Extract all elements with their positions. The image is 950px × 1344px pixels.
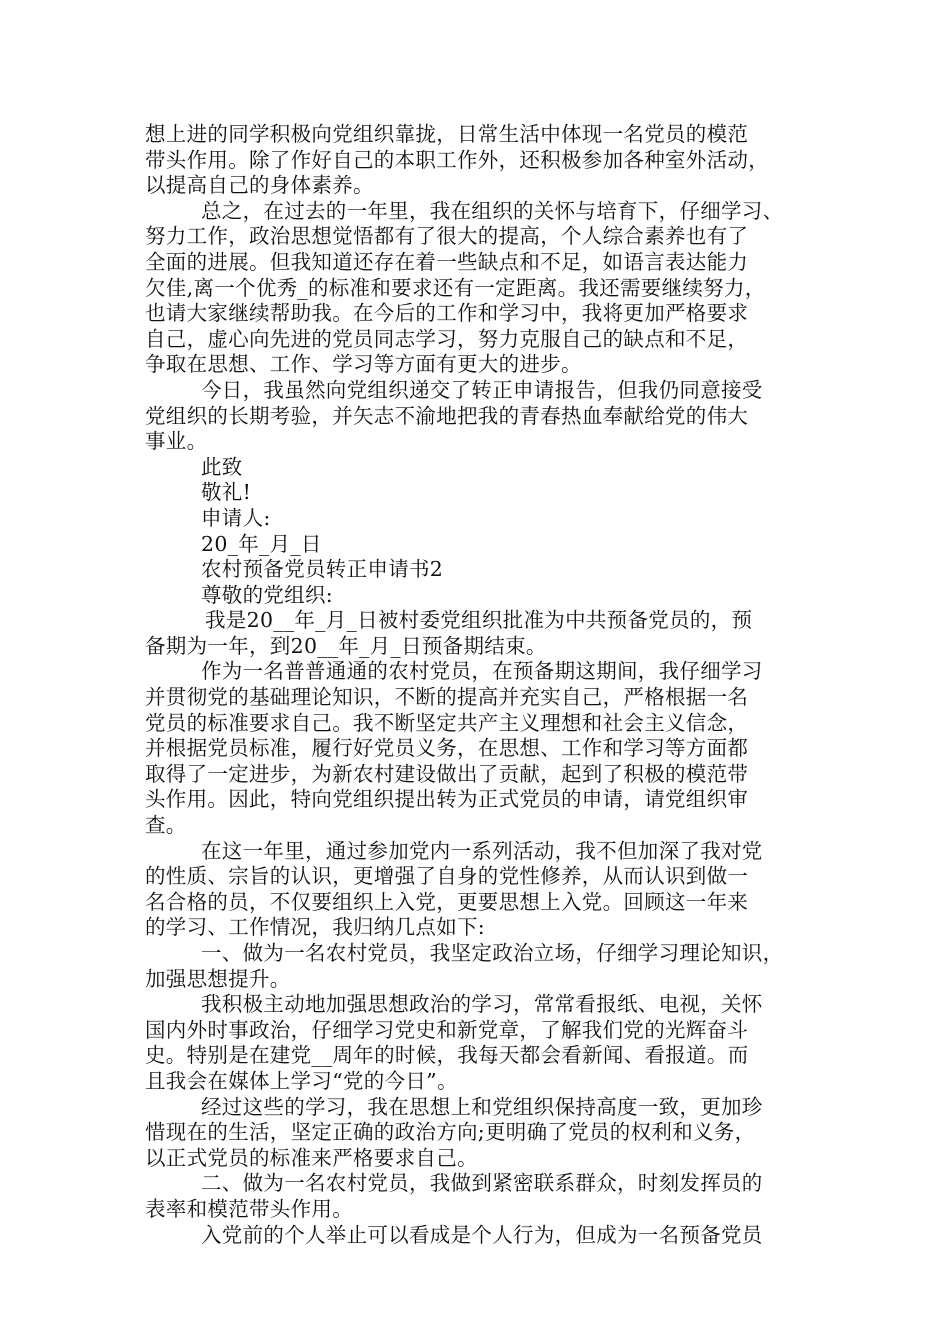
text-line: 加强思想提升。 (145, 966, 291, 991)
text-line: 自己，虚心向先进的党员同志学习，努力克服自己的缺点和不足， (145, 326, 749, 351)
text-line: 并贯彻党的基础理论知识，不断的提高并充实自己，严格根据一名 (145, 685, 749, 710)
text-line: 带头作用。除了作好自己的本职工作外，还积极参加各种室外活动， (145, 147, 769, 172)
paragraph-start: 在这一年里，通过参加党内一系列活动，我不但加深了我对党 (201, 838, 763, 863)
paragraph-start: 我是20__年_月_日被村委党组织批准为中共预备党员的，预 (205, 608, 753, 633)
text-line: 的性质、宗旨的认识，更增强了自身的党性修养，从而认识到做一 (145, 864, 749, 889)
text-line: 也请大家继续帮助我。在今后的工作和学习中，我将更加严格要求 (145, 301, 749, 326)
list-point-two: 二、做为一名农村党员，我做到紧密联系群众，时刻发挥员的 (201, 1171, 763, 1196)
text-line: 欠佳,离一个优秀_的标准和要求还有一定距离。我还需要继续努力， (145, 275, 766, 300)
text-line: 且我会在媒体上学习“党的今日”。 (145, 1068, 458, 1093)
list-point-one: 一、做为一名农村党员，我坚定政治立场，仔细学习理论知识， (201, 941, 784, 965)
text-line: 以提高自己的身体素养。 (145, 173, 374, 198)
text-line: 取得了一定进步，为新农村建设做出了贡献，起到了积极的模范带 (145, 761, 749, 786)
section-title: 农村预备党员转正申请书2 (201, 557, 444, 582)
paragraph-start: 我积极主动地加强思想政治的学习，常常看报纸、电视，关怀 (201, 992, 763, 1017)
closing-salutation: 此致 (201, 454, 243, 479)
closing-regards: 敬礼! (201, 480, 252, 505)
text-line: 以正式党员的标准来严格要求自己。 (145, 1145, 478, 1170)
text-line: 事业。 (145, 429, 208, 454)
text-line: 全面的进展。但我知道还存在着一些缺点和不足，如语言表达能力 (145, 249, 749, 274)
text-line: 党员的标准要求自己。我不断坚定共产主义理想和社会主义信念， (145, 710, 749, 735)
text-line: 头作用。因此，特向党组织提出转为正式党员的申请，请党组织审 (145, 787, 749, 812)
text-line: 史。特别是在建党__周年的时候，我每天都会看新闻、看报道。而 (145, 1043, 749, 1068)
greeting: 尊敬的党组织: (201, 582, 334, 607)
paragraph-start: 经过这些的学习，我在思想上和党组织保持高度一致，更加珍 (201, 1094, 763, 1119)
text-line: 表率和模范带头作用。 (145, 1196, 353, 1221)
text-line: 惜现在的生活，坚定正确的政治方向;更明确了党员的权利和义务， (145, 1120, 756, 1145)
paragraph-start: 作为一名普普通通的农村党员，在预备期这期间，我仔细学习 (201, 659, 763, 684)
paragraph-start: 总之，在过去的一年里，我在组织的关怀与培育下，仔细学习、 (201, 198, 784, 223)
applicant-label: 申请人: (201, 505, 271, 530)
text-line: 的学习、工作情况，我归纳几点如下: (145, 915, 486, 940)
date-line: 20_年_月_日 (201, 531, 322, 556)
text-line: 想上进的同学积极向党组织靠拢，日常生活中体现一名党员的模范 (145, 122, 749, 146)
text-line: 查。 (145, 813, 187, 838)
document-page (145, 122, 817, 1248)
text-line: 名合格的员，不仅要组织上入党，更要思想上入党。回顾这一年来 (145, 889, 749, 914)
text-line: 努力工作，政治思想觉悟都有了很大的提高，个人综合素养也有了 (145, 224, 749, 249)
text-line: 备期为一年，到20__年_月_日预备期结束。 (145, 633, 547, 658)
text-line: 并根据党员标准，履行好党员义务，在思想、工作和学习等方面都 (145, 736, 749, 761)
text-line: 国内外时事政治，仔细学习党史和新党章，了解我们党的光辉奋斗 (145, 1017, 749, 1042)
text-line: 争取在思想、工作、学习等方面有更大的进步。 (145, 352, 582, 377)
paragraph-start: 入党前的个人举止可以看成是个人行为，但成为一名预备党员 (201, 1222, 763, 1247)
text-line: 党组织的长期考验，并矢志不渝地把我的青春热血奉献给党的伟大 (145, 403, 749, 428)
paragraph-start: 今日，我虽然向党组织递交了转正申请报告，但我仍同意接受 (201, 377, 763, 402)
